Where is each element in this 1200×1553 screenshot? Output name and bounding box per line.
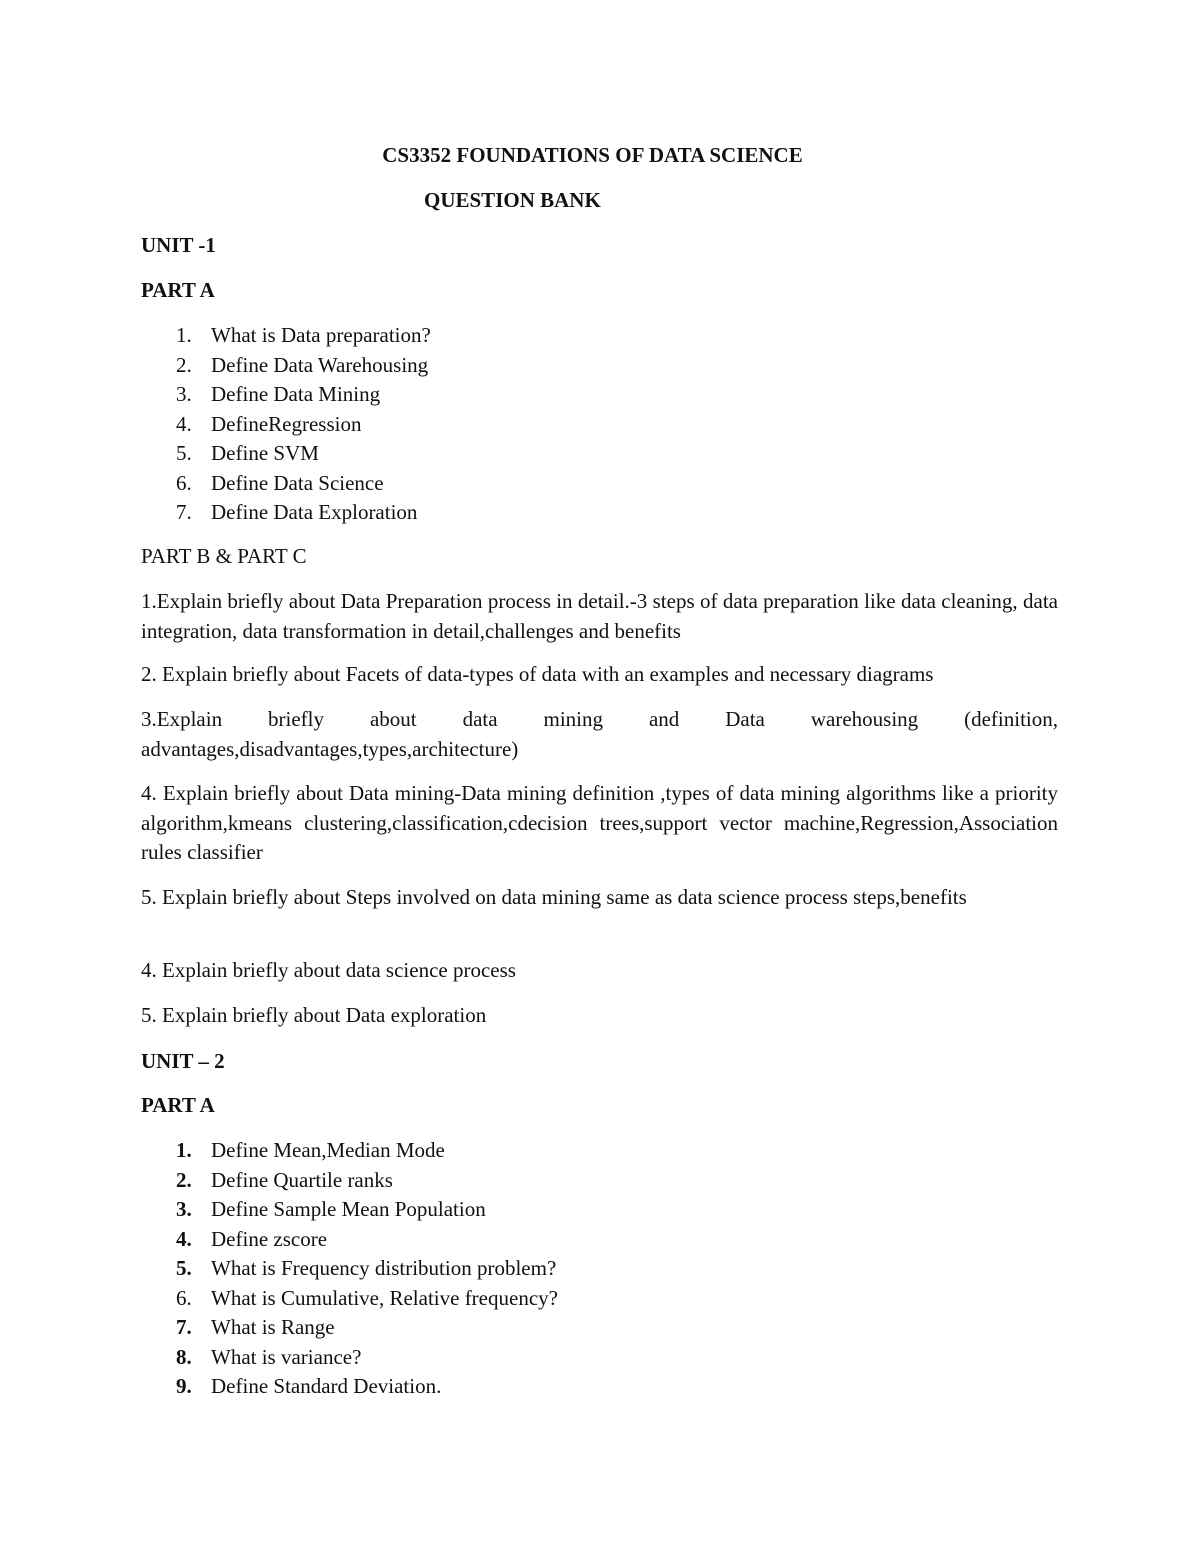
list-item [141, 1343, 1061, 1373]
question-number: 2. [176, 1167, 192, 1192]
question-text: Define zscore [211, 1226, 328, 1251]
unit1-part-bc-question-2: 2. Explain briefly about Facets of data-types of data with an examples and necessary diagrams [141, 662, 934, 686]
unit1-part-bc-question-4: 4. Explain briefly about Data mining-Data mining definition ,types of data mining algorithms like a priority algorithm,kmeans clustering,classification,cdecision trees,support vector machine,Regression,Association rules classifier [141, 781, 1058, 864]
list-item [141, 439, 1061, 469]
question-text: Define Data Mining [211, 382, 381, 406]
list-item [141, 498, 1061, 528]
document-subtitle: QUESTION BANK [424, 188, 601, 212]
list-item [141, 1166, 1061, 1196]
question-text: Define Data Warehousing [211, 352, 429, 377]
unit1-part-a-heading: PART A [141, 278, 215, 302]
list-item [141, 1225, 1061, 1255]
unit1-part-bc-question-7: 5. Explain briefly about Data exploration [141, 1003, 487, 1027]
question-number: 5. [176, 1256, 192, 1280]
unit1-part-bc-heading: PART B & PART C [141, 544, 307, 568]
question-number: 1. [176, 1138, 192, 1162]
question-number: 5. [176, 441, 192, 465]
unit2-part-a-heading: PART A [141, 1093, 215, 1117]
document-title: CS3352 FOUNDATIONS OF DATA SCIENCE [382, 143, 803, 167]
question-text: DefineRegression [211, 411, 362, 436]
list-item [141, 1284, 1061, 1314]
list-item [141, 1372, 1061, 1402]
unit2-part-a-list [141, 1136, 1061, 1402]
unit1-part-bc-question-3: 3.Explain briefly about data mining and Data warehousing (definition, advantages,disadvantages,types,architecture) [141, 707, 1058, 761]
question-number: 1. [176, 323, 192, 347]
question-text: Define Standard Deviation. [211, 1374, 442, 1398]
question-number: 6. [176, 470, 192, 495]
question-text: What is Range [211, 1315, 335, 1339]
question-text: What is Frequency distribution problem? [211, 1256, 557, 1280]
unit1-part-bc-question-1: 1.Explain briefly about Data Preparation process in detail.-3 steps of data preparation like data cleaning, data integration, data transformation in detail,challenges and benefits [141, 589, 1058, 643]
question-number: 6. [176, 1285, 192, 1310]
list-item [141, 1313, 1061, 1343]
question-text: What is variance? [211, 1344, 362, 1369]
unit1-part-bc-question-5: 5. Explain briefly about Steps involved on data mining same as data science process steps,benefits [141, 885, 967, 909]
list-item [141, 1195, 1061, 1225]
question-text: Define Data Science [211, 470, 384, 495]
question-number: 7. [176, 500, 192, 524]
unit1-part-a-list [141, 321, 1061, 528]
question-number: 4. [176, 1226, 192, 1251]
question-text: Define Mean,Median Mode [211, 1138, 445, 1162]
question-text: What is Data preparation? [211, 323, 431, 347]
list-item [141, 410, 1061, 440]
list-item [141, 380, 1061, 410]
list-item [141, 469, 1061, 499]
question-text: Define Quartile ranks [211, 1167, 393, 1192]
question-number: 9. [176, 1374, 192, 1398]
list-item [141, 321, 1061, 351]
list-item [141, 351, 1061, 381]
list-item [141, 1254, 1061, 1284]
question-number: 7. [176, 1315, 192, 1339]
question-number: 3. [176, 382, 192, 406]
unit1-part-bc-question-6: 4. Explain briefly about data science process [141, 958, 516, 982]
list-item [141, 1136, 1061, 1166]
question-text: Define SVM [211, 441, 319, 465]
question-number: 3. [176, 1197, 192, 1221]
question-number: 2. [176, 352, 192, 377]
unit2-heading: UNIT – 2 [141, 1049, 225, 1073]
question-text: Define Sample Mean Population [211, 1197, 486, 1221]
question-number: 8. [176, 1344, 192, 1369]
unit1-heading: UNIT -1 [141, 233, 216, 257]
question-text: What is Cumulative, Relative frequency? [211, 1285, 558, 1310]
question-text: Define Data Exploration [211, 500, 418, 524]
question-number: 4. [176, 411, 192, 436]
